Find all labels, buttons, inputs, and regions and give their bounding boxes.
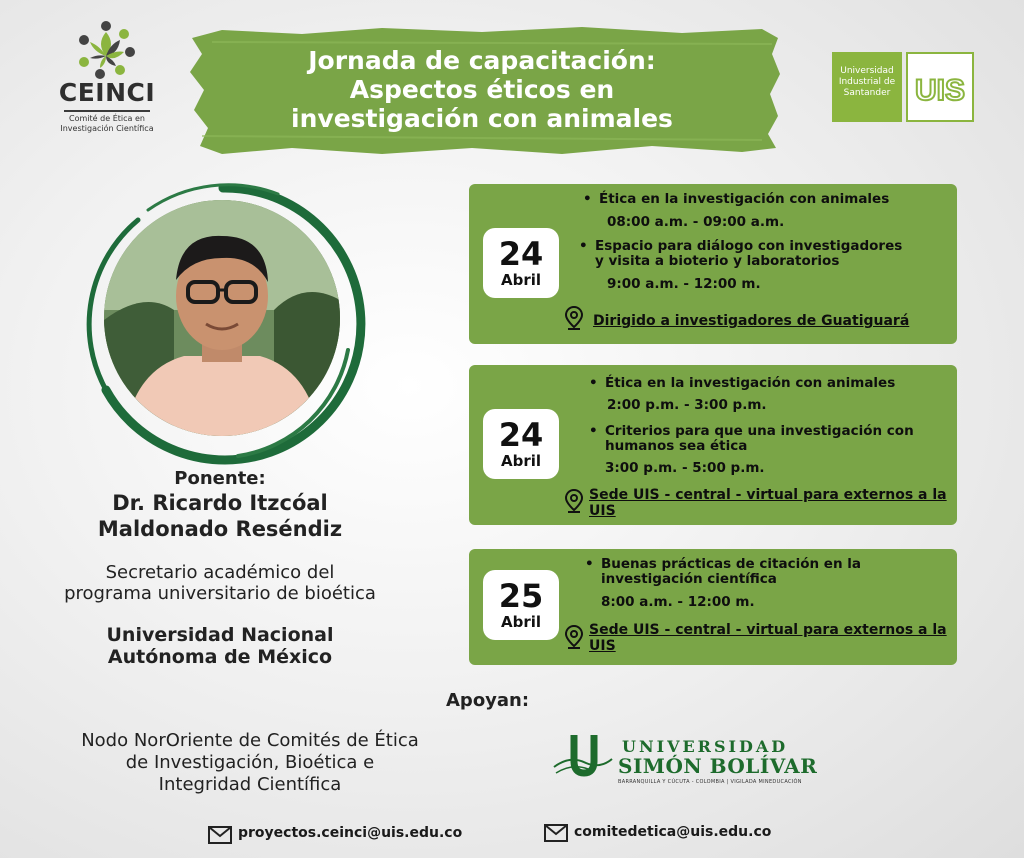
location-pin-icon <box>565 625 583 649</box>
title-line-2: Aspectos éticos en <box>349 75 615 104</box>
support-label: Apoyan: <box>446 690 530 711</box>
session-item <box>579 238 915 269</box>
title-banner <box>182 24 782 156</box>
email-link-1[interactable]: proyectos.ceinci@uis.edu.co <box>238 825 463 841</box>
session-card-2 <box>469 365 957 525</box>
session-item <box>589 423 915 454</box>
speaker-role <box>30 562 410 604</box>
bullet-icon: • <box>579 238 588 254</box>
uis-logo <box>832 52 974 122</box>
session-item-title: Criterios para que una investigación con humanos sea ética <box>605 423 914 454</box>
session-item-time: 2:00 p.m. - 3:00 p.m. <box>607 397 767 413</box>
uis-monogram-icon <box>908 54 972 120</box>
session-item-title: Buenas prácticas de citación en la investigación científica <box>601 556 862 587</box>
session-item-title: Ética en la investigación con animales <box>599 191 890 207</box>
speaker-institution-line-2: Autónoma de México <box>107 646 333 668</box>
session-month: Abril <box>500 452 542 470</box>
speaker-label: Ponente: <box>174 468 266 489</box>
bullet-icon: • <box>589 375 598 391</box>
session-location-link[interactable]: Sede UIS - central - virtual para externos a la UIS <box>589 622 947 654</box>
session-item-time: 8:00 a.m. - 12:00 m. <box>601 594 755 610</box>
session-date-badge <box>483 228 559 298</box>
speaker-name-line-2: Maldonado Reséndiz <box>97 517 343 541</box>
session-card-3 <box>469 549 957 665</box>
speaker-institution <box>40 624 400 668</box>
session-item-title: Ética en la investigación con animales <box>605 375 896 391</box>
session-date-badge <box>483 570 559 640</box>
page-title <box>182 46 782 133</box>
usb-logo <box>552 733 824 789</box>
session-date-badge <box>483 409 559 479</box>
session-card-1 <box>469 184 957 344</box>
location-pin-icon <box>565 489 583 513</box>
mail-icon <box>208 826 232 844</box>
session-location-link[interactable]: Sede UIS - central - virtual para externos a la UIS <box>589 487 947 519</box>
svg-text:UIS: UIS <box>914 74 966 107</box>
session-item-time: 08:00 a.m. - 09:00 a.m. <box>607 214 785 230</box>
uis-logo-mark <box>906 52 974 122</box>
session-location-link[interactable]: Dirigido a investigadores de Guatiguará <box>593 313 910 329</box>
usb-line-2: SIMÓN BOLÍVAR <box>618 754 818 778</box>
speaker-name <box>40 490 400 542</box>
usb-line-1: UNIVERSIDAD <box>622 737 789 756</box>
speaker-name-line-1: Dr. Ricardo Itzcóal <box>112 491 328 515</box>
session-item-time: 9:00 a.m. - 12:00 m. <box>607 276 761 292</box>
uis-logo-text: Universidad Industrial de Santander <box>832 52 902 122</box>
speaker-role-line-2: programa universitario de bioética <box>64 583 376 604</box>
ceinci-divider <box>64 110 150 112</box>
usb-line-3: BARRANQUILLA Y CÚCUTA - COLOMBIA | VIGILADA MINEDUCACIÓN <box>618 779 802 785</box>
session-month: Abril <box>500 271 542 289</box>
usb-monogram-icon <box>552 733 614 781</box>
speaker-photo <box>104 200 340 436</box>
session-item <box>585 556 951 587</box>
session-item-title: Espacio para diálogo con investigadores y visita a bioterio y laboratorios <box>595 238 903 269</box>
location-pin-icon <box>565 306 583 330</box>
session-day: 25 <box>498 577 544 615</box>
ceinci-subtitle: Comité de Ética en Investigación Científica <box>60 114 154 133</box>
speaker-institution-line-1: Universidad Nacional <box>106 624 334 646</box>
session-item <box>583 191 939 207</box>
ceinci-logo <box>52 20 162 155</box>
speaker-portrait <box>78 180 368 470</box>
session-day: 24 <box>498 416 544 454</box>
email-link-2[interactable]: comitedetica@uis.edu.co <box>574 824 772 840</box>
session-month: Abril <box>500 613 542 631</box>
bullet-icon: • <box>583 191 592 207</box>
session-day: 24 <box>498 235 544 273</box>
session-item <box>589 375 945 391</box>
ceinci-name: CEINCI <box>58 78 156 107</box>
session-item-time: 3:00 p.m. - 5:00 p.m. <box>605 460 765 476</box>
title-line-1: Jornada de capacitación: <box>308 46 656 75</box>
bullet-icon: • <box>585 556 594 572</box>
bullet-icon: • <box>589 423 598 439</box>
mail-icon <box>544 824 568 842</box>
speaker-role-line-1: Secretario académico del <box>105 562 335 583</box>
title-line-3: investigación con animales <box>291 104 673 133</box>
ceinci-people-mark-icon <box>76 20 136 80</box>
support-nodo-text: Nodo NorOriente de Comités de Ética de Investigación, Bioética e Integridad Científica <box>81 730 419 795</box>
